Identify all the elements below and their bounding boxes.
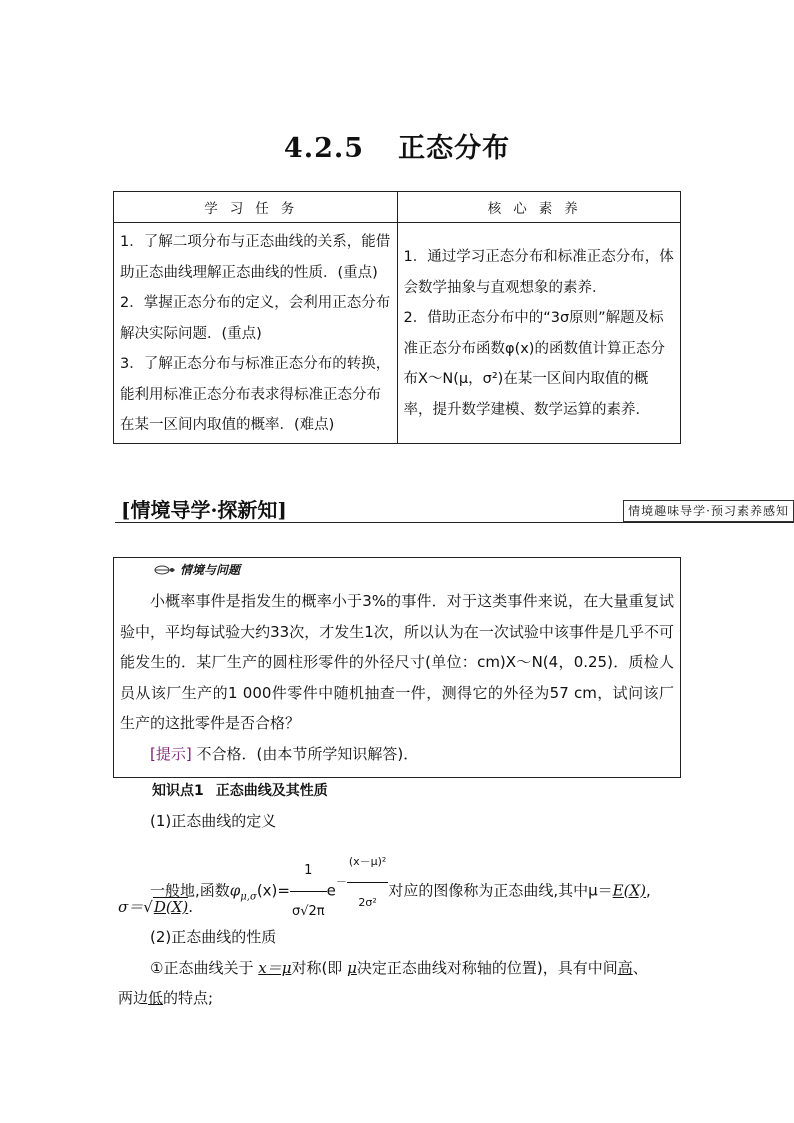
section-number: 4.2.5 (283, 133, 365, 164)
scenario-body (120, 586, 674, 769)
symmetry-axis: x＝μ (258, 959, 292, 977)
sigma-label: σ＝ (118, 898, 144, 916)
exponent-numerator: (x－μ)² (347, 842, 389, 883)
phi-symbol: φ (229, 881, 241, 900)
property-text: ①正态曲线关于 (150, 959, 254, 977)
section-heading: [情境导学·探新知] (121, 498, 287, 522)
scenario-text: 小概率事件是指发生的概率小于3%的事件．对于这类事件来说，在大量重复试验中，平均每试验大约33次，才发生1次，所以认为在一次试验中该事件是几乎不可能发生的．某厂生产的圆柱形零件的外径尺寸(单位：cm)X～N(4，0.25)．质检人员从该厂生产的1 000件零件中随机抽查一件，测得它的外径为57 cm，试问该厂生产的这批零件是否合格？ (120, 592, 674, 732)
objectives-table (113, 191, 681, 444)
phi-subscript: μ,σ (240, 891, 257, 903)
scenario-title: 情境与问题 (180, 563, 241, 577)
leaf-icon (154, 564, 176, 576)
property-line-1 (150, 957, 648, 978)
section-tag: 情境趣味导学·预习素养感知 (623, 500, 794, 522)
coefficient-fraction (290, 851, 327, 932)
property-line-2 (118, 987, 213, 1008)
mu-value: E(X) (612, 881, 647, 900)
task-item: 3．了解正态分布与标准正态分布的转换，能利用标准正态分布表求得标准正态分布在某一区间内取值的概率．(难点) (120, 356, 391, 433)
subheading-definition: (1)正态曲线的定义 (150, 812, 277, 830)
knowledge-point-heading (152, 780, 328, 800)
phi-argument: (x)= (256, 881, 290, 900)
property-high: 高 (617, 959, 633, 977)
property-low: 低 (148, 989, 164, 1007)
property-text: 两边 (118, 989, 149, 1007)
task-item: 2．掌握正态分布的定义，会利用正态分布解决实际问题．(重点) (120, 295, 391, 342)
literacy-item: 1．通过学习正态分布和标准正态分布，体会数学抽象与直观想象的素养． (403, 249, 674, 296)
property-text: 的特点; (163, 989, 214, 1007)
core-literacy-cell (397, 223, 681, 444)
hint-text: 不合格．(由本节所学知识解答)． (196, 744, 419, 763)
hint-line (120, 739, 674, 770)
scenario-header (154, 561, 240, 578)
sigma-value: D(X) (153, 898, 189, 916)
knowledge-point-title: 正态曲线及其性质 (215, 783, 328, 799)
header-learning-tasks: 学习任务 (114, 192, 398, 223)
fraction-denominator: σ√2π (291, 903, 325, 919)
hint-tag: [提示] (150, 744, 192, 763)
scenario-box (113, 557, 681, 778)
property-text: 对称(即 (291, 959, 343, 977)
page-title (0, 126, 794, 165)
mu-symbol: μ (347, 959, 357, 977)
header-core-literacy: 核心素养 (397, 192, 681, 223)
property-text: 决定正态曲线对称轴的位置)，具有中间 (356, 959, 618, 977)
section-title-text: 正态分布 (398, 133, 511, 164)
knowledge-point-label: 知识点1 (152, 783, 204, 799)
learning-tasks-cell (114, 223, 398, 444)
property-text: 、 (632, 959, 648, 977)
task-item: 1．了解二项分布与正态曲线的关系，能借助正态曲线理解正态曲线的性质．(重点) (120, 234, 391, 281)
fraction-numerator: 1 (290, 851, 327, 892)
euler-e: e (326, 881, 336, 900)
subheading-properties: (2)正态曲线的性质 (150, 928, 277, 946)
section-header (115, 496, 794, 523)
exponent: － $\frac{\text{(x－μ)²}}{\text{2σ²}}$ (336, 842, 389, 923)
definition-suffix: 对应的图像称为正态曲线,其中μ＝ (388, 881, 613, 900)
sigma-line: σ＝√D(X). (118, 898, 194, 916)
exponent-fraction (347, 842, 389, 923)
definition-line: 一般地,函数$\varphi_{\mu,\sigma}(x)=$ $\frac{1}{\sigma√2\pi}$ e－ $\frac{\text{(x－μ)²}}{\text{2σ²}}$ 对应的图像称为正态曲线,其中μ＝E(X), (150, 842, 651, 932)
definition-prefix: 一般地,函数 (150, 881, 230, 900)
literacy-item: 2．借助正态分布中的“3σ原则”解题及标准正态分布函数φ(x)的函数值计算正态分布X～N(μ，σ²)在某一区间内取值的概率，提升数学建模、数学运算的素养． (403, 310, 665, 418)
exponent-denominator: 2σ² (358, 896, 377, 909)
